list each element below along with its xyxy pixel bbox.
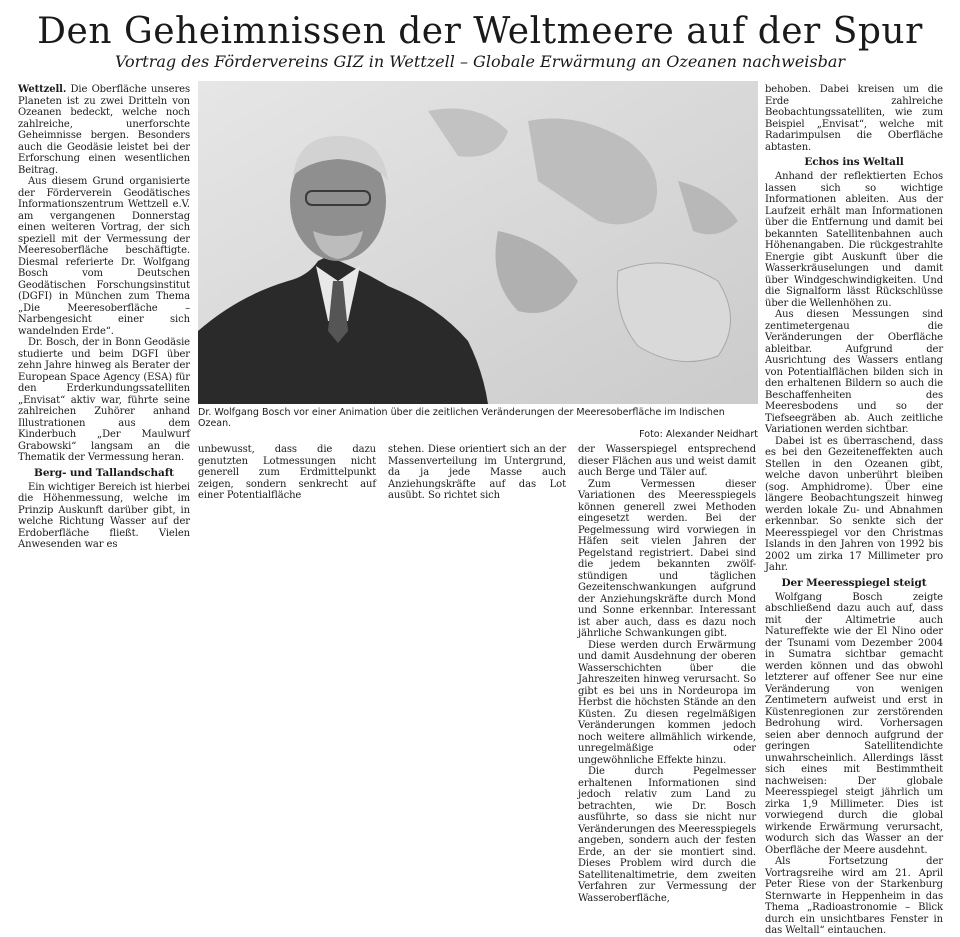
article-column-4 bbox=[578, 444, 756, 904]
article-column-1 bbox=[18, 84, 190, 551]
caption-text: Dr. Wolfgang Bosch vor einer Animation über die zeitlichen Veränderungen der Meeresoberfläche im Indischen Ozean. bbox=[198, 407, 725, 429]
photo-image bbox=[198, 81, 758, 404]
paragraph: Aus diesen Messungen sind zentimetergenau die Veränderungen der Oberfläche ableitbar. Aufgrund der Ausrichtung des Wassers entlang von Potentialflächen bilden sich in den erhaltenen Bildern so auch die Beschaffenheiten des Meeresbodens und so der Tiefseegräben ab. Auch zeitliche Variationen werden sichtbar. bbox=[765, 309, 943, 435]
paragraph: Diese werden durch Erwärmung und damit Ausdehnung der oberen Wasserschichten über die Jahreszeiten hinweg verursacht. So gibt es bei uns in Nordeuropa im Herbst die höchsten Stände an den Küsten. Zu diesen regelmäßigen Veränderungen kommen jedoch noch weitere allmählich wirkende, unregelmäßige oder ungewöhnliche Effekte hinzu. bbox=[578, 639, 756, 766]
subheading: Echos ins Weltall bbox=[804, 156, 904, 168]
subheading: Der Meeresspiegel steigt bbox=[781, 576, 927, 589]
paragraph: Wolfgang Bosch zeigte abschließend dazu auch auf, dass mit der Altimetrie auch Natureffekte wie der El Nino oder der Tsunami vom Dezember 2004 in Sumatra sichtbar gemacht werden können und das obwohl letzterer auf offener See nur eine Veränderung von wenigen Zentimetern aufweist und erst in Küstenregionen zur zerstörenden Bedrohung wird. Vorhersagen seien aber dennoch aufgrund der geringen Satellitendichte unwahrscheinlich. Allerdings lässt sich eines mit Bestimmtheit nachweisen: Der globale Meeresspiegel steigt jährlich um zirka 1,9 Millimeter. Dies ist vorwiegend durch die global wirkende Erwärmung verursacht, wodurch sich das Wasser an der Oberfläche der Meere ausdehnt. bbox=[765, 591, 943, 856]
paragraph: der Wasserspiegel entsprechend dieser Flächen aus und weist damit auch Berge und Täler auf. bbox=[578, 444, 756, 478]
subheading: Berg- und Tallandschaft bbox=[34, 466, 174, 479]
paragraph-text: Die Oberfläche unseres Planeten ist zu zwei Dritteln von Ozeanen bedeckt, welche noch zahlreiche, unerforschte Geheimnisse bergen. Besonders auch die Geodäsie leistet bei der Erforschung einen wesentlichen Beitrag. bbox=[18, 84, 190, 176]
article-column-2 bbox=[198, 444, 376, 502]
paragraph: Aus diesem Grund organisierte der Förderverein Geodätisches Informationszentrum Wettzell e.V. am vergangenen Donnerstag einen weiteren Vortrag, der sich speziell mit der Vermessung der Meeresoberfläche beschäftigte. Diesmal referierte Dr. Wolfgang Bosch vom Deutschen Geodätischen Forschungsinstitut (DGFI) in München zum Thema „Die Meeresoberfläche – Narbengesicht einer sich wandelnden Erde“. bbox=[18, 176, 190, 337]
paragraph: Dr. Bosch, der in Bonn Geodäsie studierte und beim DGFI über zehn Jahre hinweg als Berater der European Space Agency (ESA) für den Erderkundungssatelliten „Envisat“ aktiv war, führte seine zahlreichen Zuhörer anhand Illustrationen aus dem Kinderbuch „Der Maulwurf Grabowski“ langsam an die Thematik der Vermessung heran. bbox=[18, 337, 190, 463]
headline: Den Geheimnissen der Weltmeere auf der Spur bbox=[37, 11, 923, 52]
dateline: Wettzell. bbox=[18, 84, 67, 95]
paragraph: Ein wichtiger Bereich ist hierbei die Höhenmessung, welche im Prinzip Auskunft darüber gibt, in welche Richtung Wasser auf der Erdoberfläche fließt. Vielen Anwesenden war es bbox=[18, 481, 190, 550]
paragraph: stehen. Diese orientiert sich an der Massenverteilung im Untergrund, da ja jede Masse auch Anziehungskräfte auf das Lot ausübt. So richtet sich bbox=[388, 444, 566, 501]
paragraph: Dabei ist es überraschend, dass es bei den Gezeiteneffekten auch Stellen in den Ozeanen gibt, welche davon unberührt bleiben (sog. Amphidrome). Über eine längere Beobachtungszeit hinweg werden lokale Zu- und Abnahmen erkennbar. So senkte sich der Meeresspiegel vor den Christmas Islands in den Jahren von 1992 bis 2002 um zirka 17 Millimeter pro Jahr. bbox=[765, 435, 943, 573]
subline: Vortrag des Fördervereins GIZ in Wettzell – Globale Erwärmung an Ozeanen nachweisbar bbox=[114, 52, 846, 71]
paragraph: unbewusst, dass die dazu genutzten Lotmessungen nicht generell zum Erdmittelpunkt zeigen, sondern senkrecht auf einer Potentialfläche bbox=[198, 444, 376, 501]
paragraph: behoben. Dabei kreisen um die Erde zahlreiche Beobachtungssatelliten, wie zum Beispiel „Envisat“, welche mit Radarimpulsen die Oberfläche abtasten. bbox=[765, 84, 943, 153]
paragraph: Die durch Pegelmesser erhaltenen Informationen sind jedoch relativ zum Land zu betrachten, wie Dr. Bosch ausführte, so dass sie nicht nur Veränderungen des Meeresspiegels angeben, sondern auch der festen Erde, an der sie montiert sind. Dieses Problem wird durch die Satellitenaltimetrie, dem zweiten Verfahren zur Vermessung der Wasseroberfläche, bbox=[578, 766, 756, 904]
paragraph bbox=[18, 84, 190, 176]
photo-caption bbox=[198, 407, 758, 440]
article-column-3 bbox=[388, 444, 566, 502]
paragraph: Zum Vermessen dieser Variationen des Meeresspiegels können generell zwei Methoden eingesetzt werden. Bei der Pegelmessung wird vorwiegen in Häfen seit vielen Jahren der Pegelstand registriert. Dabei sind die jedem bekannten zwölf-stündigen und täglichen Gezeitenschwankungen aufgrund der Anziehungskräfte durch Mond und Sonne erkennbar. Interessant ist aber auch, dass es dazu noch jährliche Schwankungen gibt. bbox=[578, 478, 756, 639]
paragraph: Anhand der reflektierten Echos lassen sich so wichtige Informationen ableiten. Aus der Laufzeit erhält man Informationen über die Entfernung und damit bei bekannten Satellitenbahnen auch Höhenangaben. Die rückgestrahlte Energie gibt Auskunft über die Wasserkräuselungen und damit über Windgeschwindigkeiten. Und die Signalform lässt Rückschlüsse über die Wellenhöhen zu. bbox=[765, 171, 943, 309]
paragraph: Als Fortsetzung der Vortragsreihe wird am 21. April Peter Riese von der Starkenburg Sternwarte in Heppenheim in das Thema „Radioastronomie – Blick durch ein unsichtbares Fenster in das Weltall“ eintauchen. bbox=[765, 856, 943, 936]
photo-credit: Foto: Alexander Neidhart bbox=[639, 429, 758, 440]
article-column-5 bbox=[765, 84, 943, 937]
article-photo bbox=[198, 81, 758, 404]
